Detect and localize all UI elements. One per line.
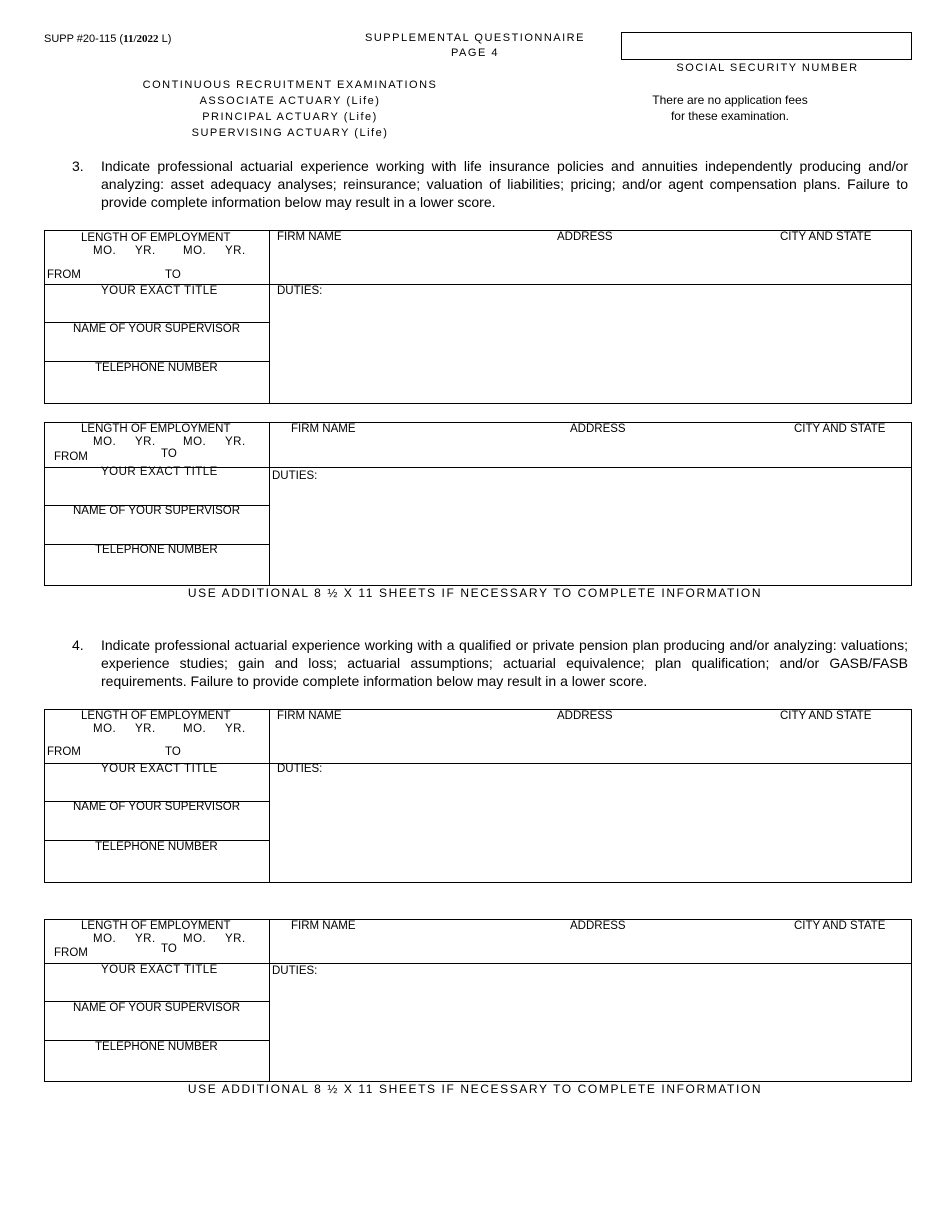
from-yr-label: YR. [135, 245, 156, 257]
fees-line-1: There are no application fees [652, 93, 808, 107]
supervisor-label: NAME OF YOUR SUPERVISOR [73, 801, 240, 813]
question-number: 3. [72, 158, 84, 174]
employment-block-1 [44, 230, 912, 404]
length-of-employment-label: LENGTH OF EMPLOYMENT [81, 710, 231, 722]
from-mo-label: MO. [93, 436, 117, 448]
to-mo-label: MO. [183, 436, 207, 448]
city-state-label: CITY AND STATE [780, 231, 872, 243]
supervisor-label: NAME OF YOUR SUPERVISOR [73, 505, 240, 517]
to-yr-label: YR. [225, 436, 246, 448]
to-yr-label: YR. [225, 723, 246, 735]
duties-label: DUTIES: [272, 470, 318, 482]
address-label: ADDRESS [557, 231, 613, 243]
employment-block-4 [44, 919, 912, 1082]
from-mo-label: MO. [93, 245, 117, 257]
question-text: Indicate professional actuarial experience working with a qualified or private pension plan producing and/or analyzing: valuations; experience studies; gain and loss; actuarial assumptions; actuarial equivalence; plan qualification; and/or GASB/FASB requirements. Failure to provide complete information below may result in a lower score. [101, 637, 908, 689]
length-of-employment-label: LENGTH OF EMPLOYMENT [81, 920, 231, 932]
from-label: FROM [47, 746, 81, 758]
form-code-date: 11/2022 [123, 33, 159, 45]
firm-name-label: FIRM NAME [291, 423, 356, 435]
question-number: 4. [72, 637, 84, 653]
exam-title-associate: ASSOCIATE ACTUARY (Life) [199, 95, 381, 107]
ssn-label: SOCIAL SECURITY NUMBER [676, 62, 859, 74]
fees-line-2: for these examination. [670, 109, 790, 123]
exact-title-label: YOUR EXACT TITLE [101, 285, 218, 297]
to-label: TO [161, 943, 177, 955]
from-yr-label: YR. [135, 933, 156, 945]
document-title: SUPPLEMENTAL QUESTIONNAIRE [365, 32, 585, 44]
exam-title-supervising: SUPERVISING ACTUARY (Life) [191, 127, 389, 139]
telephone-label: TELEPHONE NUMBER [95, 841, 218, 853]
employment-block-2 [44, 422, 912, 586]
to-yr-label: YR. [225, 933, 246, 945]
to-mo-label: MO. [183, 933, 207, 945]
from-yr-label: YR. [135, 723, 156, 735]
ssn-input-box[interactable] [621, 32, 912, 60]
duties-label: DUTIES: [277, 285, 323, 297]
exact-title-label: YOUR EXACT TITLE [101, 466, 218, 478]
to-label: TO [161, 448, 177, 460]
to-yr-label: YR. [225, 245, 246, 257]
from-label: FROM [54, 451, 88, 463]
from-mo-label: MO. [93, 933, 117, 945]
firm-name-label: FIRM NAME [291, 920, 356, 932]
firm-name-label: FIRM NAME [277, 231, 342, 243]
duties-label: DUTIES: [272, 965, 318, 977]
employment-block-3 [44, 709, 912, 883]
question-3 [72, 157, 908, 211]
form-code: SUPP #20-115 (11/2022 L) [44, 33, 172, 45]
supervisor-label: NAME OF YOUR SUPERVISOR [73, 1002, 240, 1014]
length-of-employment-label: LENGTH OF EMPLOYMENT [81, 423, 231, 435]
from-mo-label: MO. [93, 723, 117, 735]
additional-sheets-note: USE ADDITIONAL 8 ½ X 11 SHEETS IF NECESSARY TO COMPLETE INFORMATION [187, 1082, 763, 1096]
firm-name-label: FIRM NAME [277, 710, 342, 722]
telephone-label: TELEPHONE NUMBER [95, 362, 218, 374]
to-mo-label: MO. [183, 245, 207, 257]
exact-title-label: YOUR EXACT TITLE [101, 964, 218, 976]
exam-title-principal: PRINCIPAL ACTUARY (Life) [202, 111, 378, 123]
to-label: TO [165, 269, 181, 281]
fees-notice [630, 92, 830, 124]
telephone-label: TELEPHONE NUMBER [95, 544, 218, 556]
page-number: PAGE 4 [451, 47, 499, 59]
from-yr-label: YR. [135, 436, 156, 448]
address-label: ADDRESS [557, 710, 613, 722]
question-4 [72, 636, 908, 690]
question-text: Indicate professional actuarial experience working with life insurance policies and annuities independently producing and/or analyzing: asset adequacy analyses; reinsurance; valuation of liabilities; pricing; and/or agent compensation plans. Failure to provide complete information below may result in a lower score. [101, 158, 908, 210]
from-label: FROM [47, 269, 81, 281]
city-state-label: CITY AND STATE [780, 710, 872, 722]
exact-title-label: YOUR EXACT TITLE [101, 763, 218, 775]
length-of-employment-label: LENGTH OF EMPLOYMENT [81, 232, 231, 244]
to-mo-label: MO. [183, 723, 207, 735]
telephone-label: TELEPHONE NUMBER [95, 1041, 218, 1053]
to-label: TO [165, 746, 181, 758]
exam-heading: CONTINUOUS RECRUITMENT EXAMINATIONS [142, 79, 438, 91]
duties-label: DUTIES: [277, 763, 323, 775]
additional-sheets-note: USE ADDITIONAL 8 ½ X 11 SHEETS IF NECESSARY TO COMPLETE INFORMATION [187, 586, 763, 600]
supervisor-label: NAME OF YOUR SUPERVISOR [73, 323, 240, 335]
address-label: ADDRESS [570, 423, 626, 435]
city-state-label: CITY AND STATE [794, 920, 886, 932]
city-state-label: CITY AND STATE [794, 423, 886, 435]
address-label: ADDRESS [570, 920, 626, 932]
from-label: FROM [54, 947, 88, 959]
